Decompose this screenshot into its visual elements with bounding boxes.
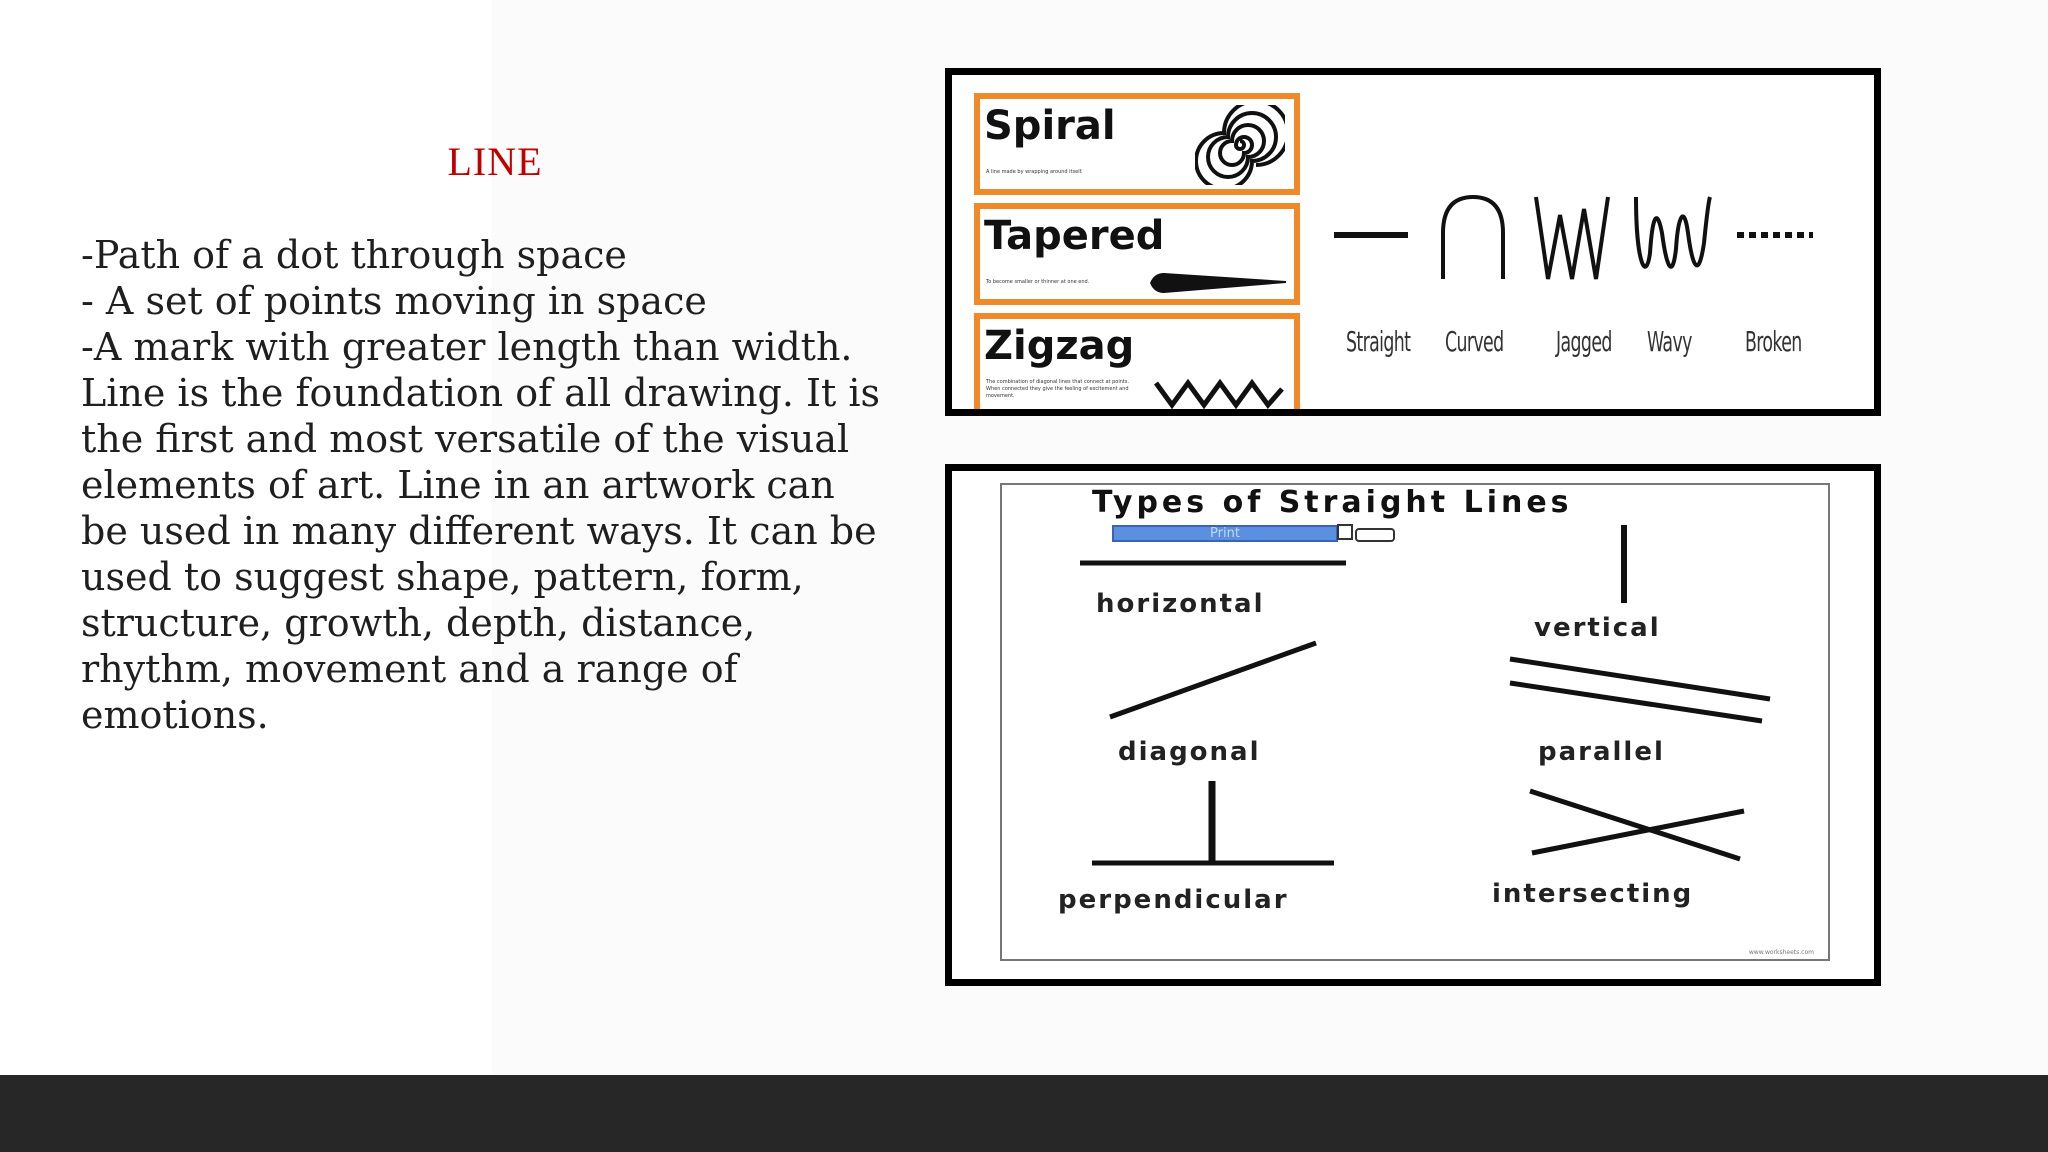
type-label-straight: Straight [1346,325,1411,358]
card-title: Zigzag [984,323,1135,369]
body-line: rhythm, movement and a range of [81,647,738,691]
body-line: elements of art. Line in an artwork can [81,463,835,507]
card-description: The combination of diagonal lines that connect at points. When connected they give the feeling of excitement and movement. [986,379,1130,399]
card-title: Tapered [984,213,1165,259]
label-parallel: parallel [1538,737,1665,767]
worksheet-footer: www.worksheets.com [1748,949,1814,956]
zigzag-card [974,313,1300,415]
intersecting-line [1532,811,1744,853]
line-types-image [945,68,1881,416]
zigzag-icon [1154,375,1284,415]
footer-bar [0,1075,2048,1152]
card-description: A line made by wrapping around itself. [986,169,1083,175]
slide-title: LINE [447,139,543,184]
jagged-line-icon [1532,193,1612,283]
label-horizontal: horizontal [1096,589,1265,619]
parallel-line [1510,683,1762,721]
body-line: the first and most versatile of the visual [81,417,850,461]
body-line: emotions. [81,693,269,737]
label-intersecting: intersecting [1492,879,1694,909]
straight-line-icon [1332,193,1412,283]
wavy-line-icon [1632,193,1712,283]
worksheet [1000,483,1830,961]
label-diagonal: diagonal [1118,737,1261,767]
body-line: -Path of a dot through space [81,233,627,277]
curved-line-icon [1435,193,1515,283]
parallel-line [1510,659,1770,699]
body-line: Line is the foundation of all drawing. It is [81,371,881,415]
body-line: used to suggest shape, pattern, form, [81,555,804,599]
straight-lines-image [945,464,1881,986]
label-vertical: vertical [1534,613,1661,643]
worksheet-title: Types of Straight Lines [1092,485,1573,520]
tapered-line-icon [1150,269,1290,299]
body-line: - A set of points moving in space [81,279,707,323]
type-label-wavy: Wavy [1647,325,1692,358]
tapered-card [974,203,1300,305]
type-label-jagged: Jagged [1556,325,1612,358]
diagonal-line [1110,643,1316,717]
spiral-card [974,93,1300,195]
broken-line-icon [1735,193,1815,283]
type-label-broken: Broken [1745,325,1802,358]
body-line: be used in many different ways. It can be [81,509,877,553]
card-title: Spiral [984,103,1116,149]
spiral-icon [1195,105,1285,185]
type-label-curved: Curved [1445,325,1504,358]
printer-icon [1338,525,1394,541]
print-button[interactable]: Print [1112,525,1338,542]
body-line: structure, growth, depth, distance, [81,601,756,645]
label-perpendicular: perpendicular [1058,885,1289,915]
card-description: To become smaller or thinner at one end. [986,279,1090,285]
body-line: -A mark with greater length than width. [81,325,853,369]
body-text [81,232,911,738]
